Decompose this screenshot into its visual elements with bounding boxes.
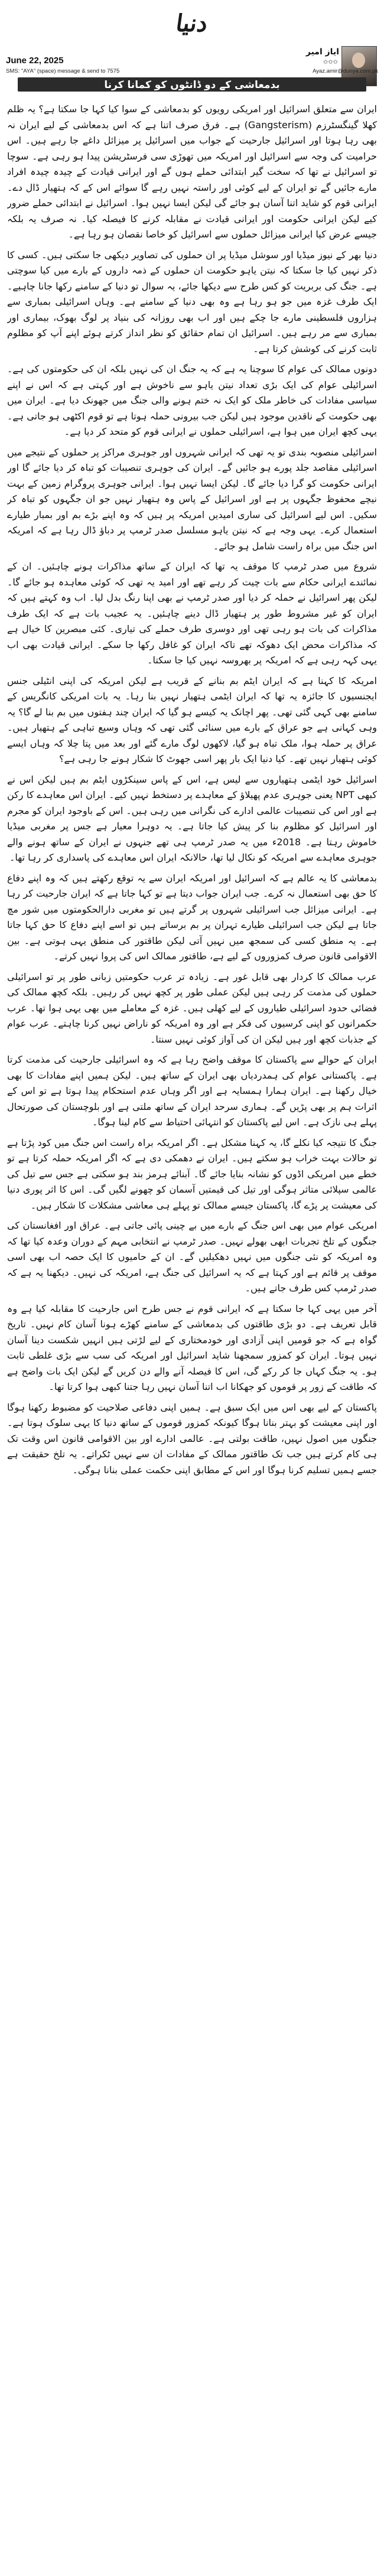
article-paragraph: شروع میں صدر ٹرمپ کا موقف یہ تھا کہ ایران کے ساتھ مذاکرات ہونے چاہئیں۔ ان کے نمائندے ایرانی حکام سے بات چیت کر رہے تھے اور امید یہ تھی کہ کوئی معاہدہ ہو جائے گا۔ لیکن پھر اسرائیل نے حملہ کر دیا اور صدر ٹرمپ نے بھی اپنا رنگ بدل لیا۔ اب وہ کہتے ہیں کہ ایران کو غیر مشروط طور پر ہتھیار ڈال دینے چاہئیں۔ یہ عجیب بات ہے کہ ایک طرف مذاکرات کی بات ہو رہی تھی اور دوسری طرف حملے کی تیاری۔ کئی مبصرین کا خیال ہے کہ مذاکرات محض ایک دھوکہ تھے تاکہ ایران کو غافل رکھا جا سکے۔ ایرانی قیادت بھی اب یہی کہہ رہی ہے کہ امریکہ پر بھروسہ نہیں کیا جا سکتا۔: [7, 561, 377, 666]
author-email[interactable]: Ayaz.amir@dunya.com.pk: [313, 68, 378, 74]
logo-text: دنیا: [174, 9, 210, 37]
article-paragraph: پاکستان کے لیے بھی اس میں ایک سبق ہے۔ ہمیں اپنی دفاعی صلاحیت کو مضبوط رکھنا ہوگا اور اپنی معیشت کو بہتر بنانا ہوگا کیونکہ کمزور قوموں کے ساتھ دنیا کا یہی سلوک ہوتا ہے۔ جنگوں میں اصول نہیں، طاقت بولتی ہے۔ عالمی ادارے اور بین الاقوامی قانون اس وقت تک ہی کام کرتے ہیں جب تک طاقتور ممالک کے مفادات ان سے نہیں ٹکراتے۔ یہ تلخ حقیقت ہے جسے ہمیں تسلیم کرنا ہوگا اور اس کے مطابق اپنی حکمت عملی بنانا ہوگی۔: [7, 1401, 377, 1476]
sms-instruction: SMS: "AYA" (space) message & send to 7575: [6, 68, 120, 74]
article-paragraph: عرب ممالک کا کردار بھی قابل غور ہے۔ زیادہ تر عرب حکومتیں زبانی طور پر تو اسرائیلی حملوں کی مذمت کر رہی ہیں لیکن عملی طور پر کچھ نہیں کر رہیں۔ بلکہ کچھ ممالک کی فضائی حدود اسرائیلی طیاروں کے لیے کھلی ہیں۔ غزہ کے معاملے میں بھی یہی ہوا تھا۔ عرب حکمرانوں کو اپنی کرسیوں کی فکر ہے اور وہ امریکہ کو ناراض نہیں کرنا چاہتے۔ عرب عوام کے جذبات کچھ اور ہیں لیکن ان کی آواز کوئی نہیں سنتا۔: [7, 971, 377, 1045]
newspaper-logo: [167, 5, 217, 41]
article-paragraph: دنیا بھر کے نیوز میڈیا اور سوشل میڈیا پر ان حملوں کی تصاویر دیکھی جا سکتی ہیں۔ کسی کا ذکر نہیں کیا جا سکتا کہ نیتن یاہو حکومت ان حملوں کے ذمہ داروں کے بارے میں کیا سوچتی ہے۔ جنگ کی بربریت کو کس طرح سے دیکھا جائے، یہ سوال تو دنیا کے سامنے رکھا جانا چاہیے۔ ایک طرف غزہ میں جو ہو رہا ہے وہ بھی دنیا کے سامنے ہے۔ وہاں اسرائیلی بمباری سے ہزاروں فلسطینی مارے جا چکے ہیں اور اب بھی روزانہ کی بنیاد پر لوگ بھوک، بیماری اور بمباری سے مر رہے ہیں۔ اسرائیل ان تمام حقائق کو نظر انداز کرتے ہوئے اپنے آپ کو مظلوم ثابت کرنے کی کوشش کرتا ہے۔: [7, 249, 377, 354]
article-paragraph: آخر میں یہی کہا جا سکتا ہے کہ ایرانی قوم نے جس طرح اس جارحیت کا مقابلہ کیا ہے وہ قابل تعریف ہے۔ دو بڑی طاقتوں کی بدمعاشی کے سامنے کھڑے ہونا آسان کام نہیں۔ تاریخ گواہ ہے کہ جو قومیں اپنی آزادی اور خودمختاری کے لیے لڑتی ہیں انہیں شکست دینا آسان نہیں ہوتا۔ ایران کو کمزور سمجھنا شاید اسرائیل اور امریکہ کی سب سے بڑی غلطی ثابت ہو۔ یہ جنگ کہاں جا کر رکے گی، اس کا فیصلہ آنے والے دن کریں گے لیکن ایک بات واضح ہے کہ طاقت کے زور پر قوموں کو جھکانا اب اتنا آسان نہیں رہا جتنا کبھی ہوا کرتا تھا۔: [7, 1302, 377, 1392]
article-paragraph: جنگ کا نتیجہ کیا نکلے گا، یہ کہنا مشکل ہے۔ اگر امریکہ براہ راست اس جنگ میں کود پڑتا ہے تو حالات بہت خراب ہو سکتے ہیں۔ ایران نے دھمکی دی ہے کہ اگر امریکہ حملہ کرتا ہے تو خطے میں امریکی اڈوں کو نشانہ بنایا جائے گا۔ آبنائے ہرمز بند ہو سکتی ہے جس سے تیل کی عالمی سپلائی متاثر ہوگی اور تیل کی قیمتیں آسمان کو چھونے لگیں گی۔ اس کا اثر پوری دنیا کی معیشت پر پڑے گا، پاکستان جیسے ممالک تو پہلے ہی معاشی مشکلات کا شکار ہیں۔: [7, 1136, 377, 1211]
article-paragraph: امریکہ کا کہنا ہے کہ ایران ایٹم بم بنانے کے قریب ہے لیکن امریکہ کی اپنی انٹیلی جنس ایجنسیوں کا جائزہ یہ تھا کہ ایران ایٹمی ہتھیار نہیں بنا رہا۔ یہ بات امریکی کانگریس کے سامنے بھی کہی گئی تھی۔ پھر اچانک یہ کیسے ہو گیا کہ ایران چند ہفتوں میں بم بنا لے گا؟ یہ وہی کہانی ہے جو عراق کے بارے میں سنائی گئی تھی کہ وہاں وسیع تباہی کے ہتھیار ہیں۔ عراق پر حملہ ہوا، ملک تباہ ہو گیا، لاکھوں لوگ مارے گئے اور بعد میں پتا چلا کہ وہاں ایسے کوئی ہتھیار نہیں تھے۔ کیا دنیا ایک بار پھر اسی جھوٹ کا شکار ہونے جا رہی ہے؟: [7, 675, 377, 764]
article-paragraph: دونوں ممالک کی عوام کا سوچنا یہ ہے کہ یہ جنگ ان کی نہیں بلکہ ان کی حکومتوں کی ہے۔ اسرائیلی عوام کی ایک بڑی تعداد نیتن یاہو سے ناخوش ہے اور کہتی ہے کہ اس نے اپنے سیاسی مفادات کی خاطر ملک کو ایک نہ ختم ہونے والی جنگ میں جھونک دیا ہے۔ ایران میں بھی حکومت کے ناقدین موجود ہیں لیکن جب بیرونی حملہ ہوتا ہے تو قوم اکٹھی ہو جاتی ہے۔ یہی کچھ ایران میں ہوا ہے، اسرائیلی حملوں نے ایرانی قوم کو متحد کر دیا ہے۔: [7, 363, 377, 437]
publish-date: June 22, 2025: [6, 56, 64, 66]
contact-bar: [6, 68, 378, 76]
article-paragraph: اسرائیل خود ایٹمی ہتھیاروں سے لیس ہے، اس کے پاس سینکڑوں ایٹم بم ہیں لیکن اس نے کبھی NPT یعنی جوہری عدم پھیلاؤ کے معاہدے پر دستخط نہیں کیے۔ ایران اس معاہدے کا رکن ہے اور اس کی تنصیبات عالمی ادارے کی نگرانی میں رہی ہیں۔ اس کے باوجود ایران کو مجرم اور اسرائیل کو مظلوم بنا کر پیش کیا جاتا ہے۔ یہ دوہرا معیار ہے جس پر مغربی میڈیا خاموش رہتا ہے۔ 2018ء میں یہ صدر ٹرمپ ہی تھے جنہوں نے ایران کے ساتھ ہونے والے جوہری معاہدے سے امریکہ کو نکال لیا تھا، حالانکہ ایران اس معاہدے کی پاسداری کر رہا تھا۔: [7, 773, 377, 863]
star-decoration-icon: ✩✩✩: [323, 59, 338, 66]
author-name: ایاز امیر: [305, 47, 339, 57]
article-paragraph: بدمعاشی کا یہ عالم ہے کہ اسرائیل اور امریکہ ایران سے یہ توقع رکھتے ہیں کہ وہ اپنے دفاع کا حق بھی استعمال نہ کرے۔ جب ایران جواب دیتا ہے تو کہا جاتا ہے کہ ایران جارحیت کر رہا ہے۔ ایرانی میزائل جب اسرائیلی شہروں پر گرتے ہیں تو مغربی دارالحکومتوں میں شور مچ جاتا ہے لیکن جب اسرائیلی طیارے تہران پر بم برساتے ہیں تو اسے اپنے دفاع کا حق کہا جاتا ہے۔ یہ منطق کسی کی سمجھ میں نہیں آتی لیکن طاقتور کی منطق یہی ہوتی ہے۔ بین الاقوامی قانون صرف کمزوروں کے لیے ہے، طاقتور ممالک اس کی پروا نہیں کرتے۔: [7, 872, 377, 962]
column-header: [0, 0, 384, 89]
article-paragraph: ایران کے حوالے سے پاکستان کا موقف واضح رہا ہے کہ وہ اسرائیلی جارحیت کی مذمت کرتا ہے۔ پاکستانی عوام کی ہمدردیاں بھی ایران کے ساتھ ہیں۔ لیکن ہمیں اپنے مفادات کا بھی خیال رکھنا ہے۔ ایران ہمارا ہمسایہ ہے اور اگر وہاں عدم استحکام پیدا ہوتا ہے تو اس کے اثرات ہم پر بھی پڑیں گے۔ ہماری سرحد ایران کے ساتھ ملتی ہے اور بلوچستان کی صورتحال پہلے ہی نازک ہے۔ اس لیے پاکستان کو انتہائی احتیاط سے کام لینا ہوگا۔: [7, 1054, 377, 1128]
column-title: بدمعاشی کے دو ڈانٹوں کو کمانا کرنا: [104, 79, 280, 91]
article-paragraph: امریکی عوام میں بھی اس جنگ کے بارے میں بے چینی پائی جاتی ہے۔ عراق اور افغانستان کی جنگوں کے تلخ تجربات ابھی بھولے نہیں۔ صدر ٹرمپ نے انتخابی مہم کے دوران وعدہ کیا تھا کہ وہ امریکہ کو نئی جنگوں میں نہیں دھکیلیں گے۔ ان کے حامیوں کا ایک حصہ اب بھی اسی موقف پر قائم ہے اور کہتا ہے کہ یہ اسرائیل کی جنگ ہے، امریکہ کی نہیں۔ دیکھنا یہ ہے کہ صدر ٹرمپ کس طرف جاتے ہیں۔: [7, 1220, 377, 1294]
column-title-bar: [18, 77, 366, 92]
article-paragraph: ایران سے متعلق اسرائیل اور امریکی رویوں کو بدمعاشی کے سوا کیا کہا جا سکتا ہے؟ یہ ظلم کھلا گینگسٹرزم (Gangsterism) ہے۔ فرق صرف اتنا ہے کہ اس بدمعاشی کے لیے ایران نہ بھی رہا ہوتا اور اسرائیل جارحیت کے جواب میں اسرائیل پر میزائل داغے جا رہے ہیں۔ اس حرامیت کی وجہ سے اسرائیل اور امریکہ میں تھوڑی سی فرسٹریشن پیدا ہو رہی ہے۔ سوچا تو اسرائیل نے تھا کہ سخت گیر ابتدائی حملے ہوں گے اور ایرانی قیادت کے چیدہ چیدہ افراد مارے جائیں گے تو ایران کے لیے کوئی اور راستہ نہیں رہے گا سوائے اس کے کہ ہتھیار ڈال دے۔ ایرانی قوم کو شاید اتنا آسان ہو جائے گی لیکن ایسا نہیں ہوا۔ اسرائیل نے ابتدائی حملے ضرور کیے لیکن ایرانی حکومت اور ایرانی قیادت نے مقابلہ کرنے کا فیصلہ کیا۔ نہ صرف یہ بلکہ جیسے عرض کیا ایرانی میزائل حملوں سے اسرائیل کو خاصا نقصان ہو رہا ہے۔: [7, 103, 377, 240]
article-paragraph: اسرائیلی منصوبہ بندی تو یہ تھی کہ ایرانی شہروں اور جوہری مراکز پر حملوں کے نتیجے میں اسرائیلی مقاصد جلد پورے ہو جائیں گے۔ ایران کی جوہری تنصیبات کو تباہ کر دیا جائے گا اور ایرانی حکومت کو گرا دیا جائے گا۔ لیکن ایسا نہیں ہوا۔ ایرانی جوہری پروگرام زمین کے بہت نیچے محفوظ جگہوں پر ہے اور اسرائیل کے پاس وہ ہتھیار نہیں جو ان جگہوں کو تباہ کر سکیں۔ اس لیے اسرائیل کی ساری امیدیں امریکہ پر ہیں کہ وہ اپنے بڑے بم اور بمبار طیارے استعمال کرے۔ یہی وجہ ہے کہ نیتن یاہو مسلسل صدر ٹرمپ پر دباؤ ڈال رہا ہے کہ امریکہ اس جنگ میں براہ راست شامل ہو جائے۔: [7, 446, 377, 552]
article-body: [7, 102, 377, 2568]
